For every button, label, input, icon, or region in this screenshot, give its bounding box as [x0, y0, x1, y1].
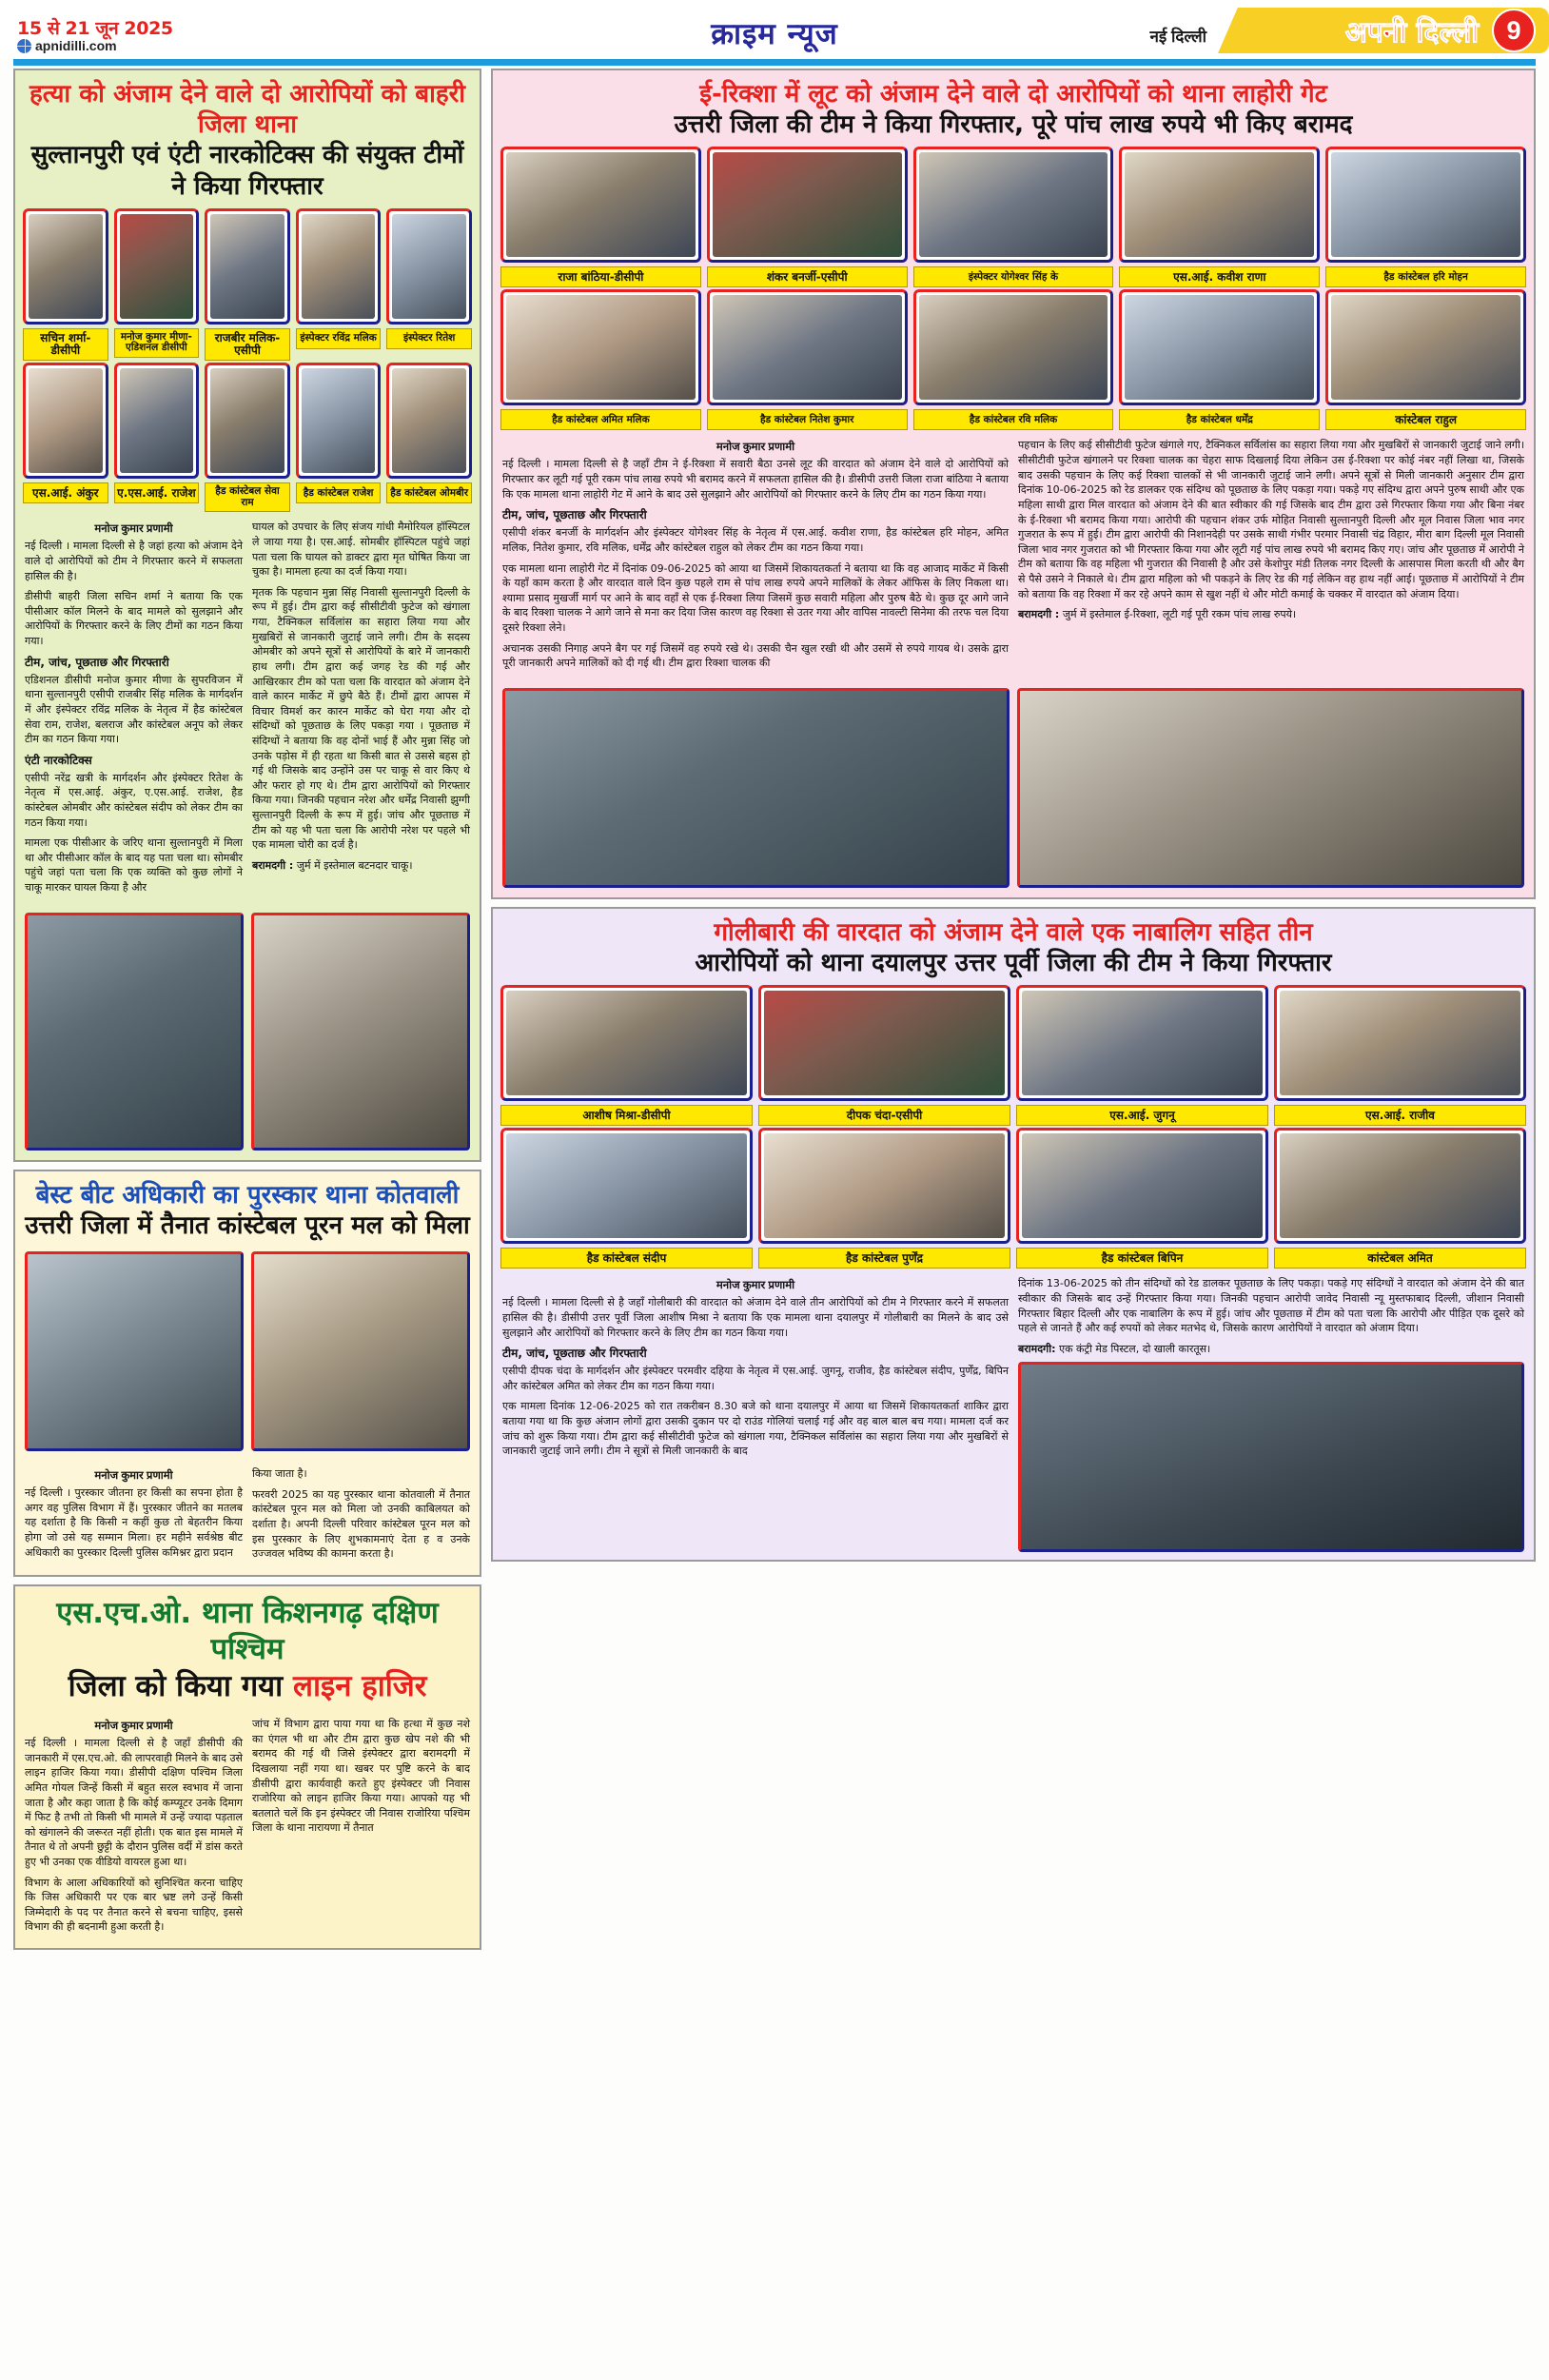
- photo-caption: आशीष मिश्रा-डीसीपी: [500, 1105, 753, 1126]
- photo-caption: हैड कांस्टेबल पुर्णेंद्र: [758, 1248, 1010, 1269]
- award-photo: [25, 1251, 244, 1451]
- story-firing-headline: गोलीबारी की वारदात को अंजाम देने वाले एक नाबालिग सहित तीन आरोपियों को थाना दयालपुर उत्तर पूर्वी जिला की टीम ने किया गिरफ्तार: [695, 917, 1332, 978]
- officer-photo-item: [913, 147, 1114, 287]
- officer-photo-item: [296, 208, 382, 361]
- byline: मनोज कुमार प्रणामी: [716, 1280, 795, 1292]
- officer-photo: [506, 991, 747, 1095]
- photo-caption: हैड कांस्टेबल ओमबीर: [386, 482, 472, 503]
- body-column-1: [25, 520, 243, 900]
- body-column-1: [25, 1466, 243, 1567]
- officer-photo-item: [23, 363, 108, 512]
- officer-photo-item: [1325, 147, 1526, 287]
- article-text: नई दिल्ली । मामला दिल्ली से है जहाँ गोलीबारी की वारदात को अंजाम देने वाले तीन आरोपियों को टीम ने गिरफ्तार करने में सफलता हासिल की है। डीसीपी उत्तर पूर्वी जिला आशीष मिश्रा ने बताया कि एक मामला थाना दयालपुर में गोलीबारी का मिलने के बाद उसे सुलझाने और आरोपियों को गिरफ्तार करने के लिए टीम का गठन किया गया। टीम, जांच, पूछताछ और गिरफ्तारी एसीपी दीपक चंदा के मार्गदर्शन और इंस्पेक्टर परमवीर दहिया के नेतृत्व में एस.आई. जुगनू, राजीव, हैड कांस्टेबल संदीप, पुर्णेंद्र, बिपिन और कांस्टेबल अमित को लेकर टीम का गठन किया गया। एक मामला दिनांक 12-06-2025 को रात तकरीबन 8.30 बजे को थाना दयालपुर में आया था जिसमें शिकायतकर्ता शाकिर द्वारा बताया गया था कि कुछ अंजान लोगों द्वारा उसकी दुकान पर दो राउंड गोलियां चलाई गई और वह बाल बाल बच गया। मामला दर्ज कर जांच को शुरू किया गया। टीम द्वारा कई सीसीटीवी फुटेज को खंगाला गया, टैक्निकल सर्विलांस का सहारा लिया गया और मुखबिरों से जानकारी जुटाई जाने लगी। टीम ने सूत्रों से मिली जानकारी के बाद: [502, 1296, 1009, 1458]
- article-text: नई दिल्ली । पुरस्कार जीतना हर किसी का सपना होता है अगर वह पुलिस विभाग में हैं। पुरस्कार जीतने का मतलब यह दर्शाता है कि किसी न कहीं कुछ तो बेहतरीन किया होगा जो उसे यह सम्मान मिला। हर महीने सर्वश्रेष्ठ बीट अधिकारी का पुरस्कार दिल्ली पुलिस कमिश्नर द्वारा प्रदान: [25, 1486, 243, 1559]
- officer-photo: [506, 152, 696, 257]
- officer-photo-item: [913, 289, 1114, 430]
- officer-photo-item: [758, 985, 1010, 1126]
- story-firing: [491, 907, 1536, 1563]
- article-text: नई दिल्ली । मामला दिल्ली से है जहां हत्या को अंजाम देने वाले दो आरोपियों को टीम ने गिरफ्तार करने में सफलता हासिल की है। डीसीपी बाहरी जिला सचिन शर्मा ने बताया कि एक पीसीआर कॉल मिलने के बाद मामले को सुलझाने और आरोपियों के गिरफ्तार करने के लिए टीमों का गठन किया गया। टीम, जांच, पूछताछ और गिरफ्तारी एडिशनल डीसीपी मनोज कुमार मीणा के सुपरविजन में थाना सुल्तानपुरी एसीपी राजबीर सिंह मलिक के मार्गदर्शन में और इंस्पेक्टर रविंद्र मलिक के नेतृत्व में हैड कांस्टेबल सेवा राम, राजेश, बलराज और कांस्टेबल अनूप को लेकर टीम का गठन किया गया। एंटी नारकोटिक्स एसीपी नरेंद्र खत्री के मार्गदर्शन और इंस्पेक्टर रितेश के नेतृत्व में एस.आई. अंकुर, ए.एस.आई. राजेश, हैड कांस्टेबल ओमबीर और कांस्टेबल संदीप को लेकर टीम का गठन किया गया। मामला एक पीसीआर के जरिए थाना सुल्तानपुरी में मिला था और पीसीआर कॉल के बाद यह पता चला था। सोमबीर पहुंचे जहां पता चला कि एक व्यक्ति को कुछ लोगों ने चाकू मारकर घायल किया है और: [25, 540, 243, 895]
- photo-caption: हैड कांस्टेबल राजेश: [296, 482, 382, 503]
- brand-name: अपनी दिल्ली: [1344, 16, 1479, 49]
- byline: मनोज कुमार प्रणामी: [716, 442, 795, 454]
- story-erickshaw: [491, 69, 1536, 899]
- officer-photo-item: [296, 363, 382, 512]
- officer-photo: [764, 991, 1005, 1095]
- officer-photo: [29, 214, 103, 319]
- photo-caption: हैड कांस्टेबल अमित मलिक: [500, 409, 701, 430]
- story-erickshaw-wide-photos: [493, 684, 1534, 897]
- officer-photo: [392, 368, 466, 473]
- recovery-text: एक कंट्री मेड पिस्टल, दो खाली कारतूस।: [1059, 1342, 1211, 1355]
- body-column-2: [252, 1717, 470, 1940]
- officer-photo: [120, 214, 194, 319]
- story-best-beat-headline: बेस्ट बीट अधिकारी का पुरस्कार थाना कोतवाली उत्तरी जिला में तैनात कांस्टेबल पूरन मल को मिला: [25, 1180, 470, 1240]
- officer-photo: [210, 214, 284, 319]
- story-murder-headline: हत्या को अंजाम देने वाले दो आरोपियों को बाहरी जिला थाना सुल्तानपुरी एवं एंटी नारकोटिक्स की संयुक्त टीमों ने किया गिरफ्तार: [29, 80, 466, 201]
- story-murder-photo-row-2: [15, 363, 480, 514]
- section-title: क्राइम न्यूज: [711, 17, 838, 51]
- photo-caption: हैड कांस्टेबल हरि मोहन: [1325, 266, 1526, 287]
- recovery-label: बरामदगी:: [1018, 1342, 1056, 1355]
- body-column-1: [25, 1717, 243, 1940]
- officer-photo-item: [1119, 289, 1320, 430]
- body-column-2: [1018, 1276, 1524, 1552]
- article-text: जांच में विभाग द्वारा पाया गया था कि हत्था में कुछ नशे का एंगल भी था और टीम द्वारा कुछ खेप नशे की भी बरामद की गई थी जिसे इंस्पेक्टर द्वारा बरामदगी में दिखलाया नहीं गया था। खबर पर पुष्टि करने के बाद डीसीपी द्वारा कार्यवाही करते हुए इंस्पेक्टर जी निवास राजोरिया को लाइन हाजिर किया गया। आपको यह भी बतलाते चलें कि इन इंस्पेक्टर जी निवास राजोरिया पश्चिम जिला के थाना नारायणा में तैनात: [252, 1718, 470, 1835]
- photo-caption: हैड कांस्टेबल बिपिन: [1016, 1248, 1268, 1269]
- accused-photo: [502, 688, 1010, 888]
- byline: मनोज कुमार प्रणामी: [94, 1470, 173, 1483]
- article-text: पहचान के लिए कई सीसीटीवी फुटेज खंगाले गए, टैक्निकल सर्विलांस का सहारा लिया गया और मुखबिरों से जानकारी जुटाई जाने लगी। सीसीटीवी फुटेज खंगालने पर रिक्शा चालक का चेहरा साफ दिखलाई दिया लेकिन उस ई-रिक्शा पर कोई नंबर नहीं लिखा था, जिसके बाद उसकी पहचान के लिए कई रिक्शा चालकों से भी जानकारी जुटाई जाने लगी। अपने सूत्रों से मिली जानकारी अनुसार टीम द्वारा दिनांक 10-06-2025 को रेड डालकर एक संदिग्ध को पूछताछ के लिए पकड़ा गया। पकड़े गए संदिग्ध द्वारा अपने पुरुष साथी और एक महिला साथी द्वारा मिल वारदात को अंजाम देने की बात स्वीकार की गई जिसके बाद टीम द्वारा उसे गिरफ्तार किया गया और बिना नंबर के ई-रिक्शा भी बरामद किया गया। आरोपी की पहचान शंकर उर्फ मोहित निवासी सुल्तानपुरी दिल्ली और मूल निवास जिला भाव नगर गुजरात के रूप में हुई। टीम द्वारा आरोपी की निशानदेही पर उसके साथी गंभीर परमार निवासी चंद्र विहार, मीरा बाग दिल्ली मूल निवासी जिला भाव नगर गुजरात को भी गिरफ्तार किया गया और लूटी गई पांच लाख रुपये भी बरामद किए गए। जांच और पूछताछ में आरोपी ने टीम को बताया कि वह महिला भी गुजरात की निवासी है और उसे केशोपुर मंडी तिलक नगर दिल्ली के आसपास मिला करती थी और बैग से पैसे उसने ने निकाले थे। टीम द्वारा महिला को भी पकड़ने के लिए रेड की गई लेकिन वह हाथ नहीं आई। पूछताछ में आरोपियों ने टीम को बताया कि वह रिक्शा में कर रहे अपने काम से खुश नहीं थे और मोटी कमाई के चक्कर में वारदात को अंजाम दिया। बरामदगी : जुर्म में इस्तेमाल ई-रिक्शा, लूटी गई पूरी रकम पांच लाख रुपये।: [1018, 439, 1524, 621]
- body-column-1: [502, 438, 1009, 676]
- subheading: टीम, जांच, पूछताछ और गिरफ्तारी: [502, 508, 647, 522]
- article-text: किया जाता है। फरवरी 2025 का यह पुरस्कार थाना कोतवाली में तैनात कांस्टेबल पूरन मल को मिला जो उनकी काबिलयत को दर्शाता है। अपनी दिल्ली परिवार कांस्टेबल पूरन मल को इस पुरस्कार के लिए शुभकामनाएं देता ह व उनके उज्जवल भविष्य की कामना करता है।: [252, 1467, 470, 1561]
- officer-photo: [29, 368, 103, 473]
- photo-caption: एस.आई. अंकुर: [23, 482, 108, 503]
- article-text: नई दिल्ली । मामला दिल्ली से है जहाँ डीसीपी की जानकारी में एस.एच.ओ. की लापरवाही मिलने के बाद उसे लाइन हाजिर किया गया। डीसीपी दक्षिण पश्चिम जिला अमित गोयल जिन्हें किसी में बहुत सरल स्वभाव में जाना जाता है और कहा जाता है कि कोई कम्प्यूटर उनके दिमाग में फिट है तभी तो किसी भी मामले में उन्हें ज्यादा पड़ताल को खंगालने की जरूरत नहीं होती। एक बात इस मामले में तैनात थे तो अपनी छुट्टी के दौरान पुलिस वर्दी में डांस करते हुए भी उनका एक वीडियो वायरल हुआ था। विभाग के आला अधिकारियों को सुनिश्चित करना चाहिए कि जिस अधिकारी पर एक बार भ्रष्ट लगे उन्हें किसी जिम्मेदारी के पद पर तैनात करने से बचना चाहिए, इससे विभाग की ही बदनामी हुआ करती है।: [25, 1737, 243, 1934]
- story-erickshaw-photo-row-1: [493, 147, 1534, 289]
- page-number-badge: 9: [1492, 9, 1536, 52]
- officer-photo-item: [386, 208, 472, 361]
- photo-caption: दीपक चंदा-एसीपी: [758, 1105, 1010, 1126]
- officer-photo: [1280, 991, 1520, 1095]
- officer-photo-item: [500, 1128, 753, 1269]
- photo-caption: कांस्टेबल अमित: [1274, 1248, 1526, 1269]
- seizure-photo: [1018, 1362, 1524, 1552]
- officer-photo: [120, 368, 194, 473]
- story-erickshaw-photo-row-2: [493, 289, 1534, 432]
- article-text: घायल को उपचार के लिए संजय गांधी मैमोरियल हॉस्पिटल ले जाया गया है। एस.आई. सोमबीर हॉस्पिटल पहुंचे जहां पता चला कि घायल को डाक्टर द्वारा मृत घोषित किया जा चुका है। मामला हत्या का दर्ज किया गया। मृतक कि पहचान मुन्ना सिंह निवासी सुल्तानपुरी दिल्ली के रूप में हुई। टीम द्वारा कई सीसीटीवी फुटेज को खंगाला गया, टैक्निकल सर्विलांस का सहारा लिया गया और मुखबिरों से जानकारी जुटाई जाने लगी। टीम के सदस्य ओमबीर को अपने सूत्रों से आरोपियों के बारे में जानकारी हाथ लगी। टीम द्वारा कई जगह रेड की गई और आखिरकार टीम को पता चला कि वारदात को अंजाम देने वाले कारन मार्केट में छुपे बैठे हैं। टीमों द्वारा आपस में विचार विमर्श कर कारन मार्केट को घेरा गया और दो संदिग्धों को पूछताछ के लिए पकड़ा गया । पूछताछ में संदिग्धों ने बताया कि वह दोनों भाई हैं और मुन्ना सिंह जो उनके पड़ोस में ही रहता था किसी बात से उससे बहस हो गई थी जिसके बाद उन्होंने उस पर चाकू से वार किए थे और फरार हो गए थे। टीम द्वारा आरोपियों को गिरफ्तार किया गया। जिनकी पहचान नरेश और धर्मेंद्र निवासी झुग्गी सुल्तानपुरी दिल्ली के रूप में हुई। जांच और पूछताछ में टीम को यह भी पता चला कि आरोपी नरेश पर पहले भी एक मामला चोरी का दर्ज है। बरामदगी : जुर्म में इस्तेमाल बटनदार चाकू।: [252, 521, 470, 872]
- officer-photo: [302, 368, 376, 473]
- recovery-label: बरामदगी :: [252, 858, 294, 872]
- photo-caption: राजबीर मलिक-एसीपी: [205, 328, 290, 361]
- officer-photo: [919, 295, 1108, 400]
- recovery-text: जुर्म में इस्तेमाल बटनदार चाकू।: [296, 858, 413, 872]
- officer-photo: [1280, 1133, 1520, 1238]
- officer-photo-item: [707, 147, 908, 287]
- officer-photo: [919, 152, 1108, 257]
- officer-photo-item: [500, 147, 701, 287]
- officer-photo: [210, 368, 284, 473]
- photo-caption: हैड कांस्टेबल रवि मलिक: [913, 409, 1114, 430]
- officer-photo: [392, 214, 466, 319]
- subheading: टीम, जांच, पूछताछ और गिरफ्तारी: [502, 1347, 647, 1361]
- story-firing-body: [493, 1270, 1534, 1560]
- story-sho: [13, 1584, 481, 1950]
- subheading: एंटी नारकोटिक्स: [25, 753, 92, 767]
- officer-photo-item: [114, 363, 200, 512]
- byline: मनोज कुमार प्रणामी: [94, 523, 173, 536]
- photo-caption: हैड कांस्टेबल संदीप: [500, 1248, 753, 1269]
- story-erickshaw-body: [493, 432, 1534, 683]
- edition-city: नई दिल्ली: [1149, 28, 1206, 46]
- officer-photo: [713, 152, 902, 257]
- photo-caption: हैड कांस्टेबल नितेश कुमार: [707, 409, 908, 430]
- officer-photo-item: [500, 985, 753, 1126]
- photo-caption: सचिन शर्मा-डीसीपी: [23, 328, 108, 361]
- officer-photo-item: [500, 289, 701, 430]
- photo-caption: इंस्पेक्टर रविंद्र मलिक: [296, 328, 382, 349]
- header-rule: [13, 59, 1536, 66]
- officer-photo: [1331, 152, 1520, 257]
- story-best-beat-body: [15, 1461, 480, 1575]
- body-column-1: [502, 1276, 1009, 1552]
- photo-caption: एस.आई. जुगनू: [1016, 1105, 1268, 1126]
- officer-photo-item: [707, 289, 908, 430]
- recovery-text: जुर्म में इस्तेमाल ई-रिक्शा, लूटी गई पूरी रकम पांच लाख रुपये।: [1062, 608, 1297, 621]
- photo-caption: राजा बांठिया-डीसीपी: [500, 266, 701, 287]
- photo-caption: ए.एस.आई. राजेश: [114, 482, 200, 503]
- officer-photo-item: [1016, 1128, 1268, 1269]
- photo-caption: इंस्पेक्टर योगेश्वर सिंह के: [913, 266, 1114, 287]
- story-best-beat-photos: [15, 1248, 480, 1461]
- officer-photo: [506, 1133, 747, 1238]
- story-sho-headline: एस.एच.ओ. थाना किशनगढ़ दक्षिण पश्चिम जिला को किया गया लाइन हाजिर: [56, 1595, 439, 1703]
- officer-photo-item: [1016, 985, 1268, 1126]
- photo-caption: इंस्पेक्टर रितेश: [386, 328, 472, 349]
- scene-photo: [25, 913, 244, 1151]
- photo-caption: हैड कांस्टेबल धर्मेंद्र: [1119, 409, 1320, 430]
- officer-photo-item: [1119, 147, 1320, 287]
- story-murder: [13, 69, 481, 1162]
- officer-photo-item: [114, 208, 200, 361]
- officer-photo: [302, 214, 376, 319]
- officer-photo-item: [1274, 1128, 1526, 1269]
- officer-photo-item: [758, 1128, 1010, 1269]
- issue-date: 15 से 21 जून 2025: [17, 18, 173, 39]
- officer-photo: [1022, 1133, 1263, 1238]
- story-murder-wide-photos: [15, 909, 480, 1160]
- photo-caption: शंकर बनर्जी-एसीपी: [707, 266, 908, 287]
- officer-photo: [713, 295, 902, 400]
- story-sho-body: [15, 1711, 480, 1948]
- story-murder-body: [15, 514, 480, 908]
- story-erickshaw-headline: ई-रिक्शा में लूट को अंजाम देने वाले दो आरोपियों को थाना लाहोरी गेट उत्तरी जिला की टीम ने किया गिरफ्तार, पूरे पांच लाख रुपये भी किए बरामद: [674, 80, 1353, 140]
- story-firing-photo-row-2: [493, 1128, 1534, 1270]
- photo-caption: एस.आई. राजीव: [1274, 1105, 1526, 1126]
- officer-photo: [764, 1133, 1005, 1238]
- left-column: [13, 69, 481, 1957]
- story-murder-photo-row-1: [15, 208, 480, 363]
- story-best-beat: [13, 1170, 481, 1577]
- officer-photo: [1125, 295, 1314, 400]
- website-url: apnidilli.com: [35, 38, 117, 53]
- article-text: दिनांक 13-06-2025 को तीन संदिग्धों को रेड डालकर पूछताछ के लिए पकड़ा। पकड़े गए संदिग्धों ने वारदात को अंजाम देने की बात स्वीकार की जिसके बाद उन्हें गिरफ्तार किया गया। जिनकी पहचान आरोपी जावेद निवासी न्यू मुस्तफाबाद दिल्ली, जीशान निवासी गिरफ्तार बिहार दिल्ली और एक नाबालिग के रूप में हुई। जांच और पूछताछ में टीम को पता चला कि आरोपी और पीड़ित एक दूसरे को पहले से जानते हैं और कई रुपयों को लेकर मतभेद थे, जिसके कारण आरोपियों ने वारदात को अंजाम दिया। बरामदगी: एक कंट्री मेड पिस्टल, दो खाली कारतूस।: [1018, 1277, 1524, 1355]
- officer-photo-item: [23, 208, 108, 361]
- story-firing-photo-row-1: [493, 985, 1534, 1128]
- officer-photo-item: [205, 208, 290, 361]
- body-column-2: [252, 520, 470, 900]
- officer-photo-item: [1274, 985, 1526, 1126]
- officer-photo-item: [1325, 289, 1526, 430]
- right-column: [491, 69, 1536, 1569]
- byline: मनोज कुमार प्रणामी: [94, 1721, 173, 1733]
- article-text: नई दिल्ली । मामला दिल्ली से है जहाँ टीम ने ई-रिक्शा में सवारी बैठा उनसे लूट की वारदात को अंजाम देने वाले दो आरोपियों को गिरफ्तार कर लूटी गई पूरी रकम पांच लाख रुपये भी बरामद करने में सफलता हासिल की है। डीसीपी उत्तरी जिला राजा बांठिया ने बताया कि एक मामला थाना लाहोरी गेट में आने के बाद उसे सुलझाने और आरोपियों को गिरफ्तार करने के लिए टीम का गठन किया गया। टीम, जांच, पूछताछ और गिरफ्तारी एसीपी शंकर बनर्जी के मार्गदर्शन और इंस्पेक्टर योगेश्वर सिंह के नेतृत्व में एस.आई. कवीश राणा, हैड कांस्टेबल हरि मोहन, अमित मलिक, नितेश कुमार, रवि मलिक, धर्मेंद्र और कांस्टेबल राहुल को लेकर टीम का गठन किया गया। एक मामला थाना लाहोरी गेट में दिनांक 09-06-2025 को आया था जिसमें शिकायतकर्ता ने बताया था कि वह आजाद मार्केट में किसी के यहाँ काम करता है और वारदात वाले दिन कुछ पहले राम से पांच लाख रुपये अपने मालिकों के लेकर ऑफिस के लिए निकला था। श्यामा प्रसाद मुखर्जी मार्ग पर आने के बाद वहाँ से एक ई-रिक्शा लिया जिसमें कुछ सवारी महिला और पुरुष बैठे थे। कुछ दूर आगे जाने के बाद रिक्शा चालक ने आगे जाने से मना कर दिया जिस कारण वह रिक्शा से उतर गया और वापिस नावल्टी सिनेमा की तरफ चल दिया दूसरे रिक्शा लेने। अचानक उसकी निगाह अपने बैग पर गई जिसमें वह रुपये रखे थे। उसकी चैन खुल रखी थी और उसमें से रुपये गायब थे। उसके द्वारा पूरी जानकारी अपने मालिकों को दी गई थी। टीम द्वारा रिक्शा चालक की: [502, 458, 1009, 670]
- officer-photo: [1125, 152, 1314, 257]
- photo-caption: एस.आई. कवीश राणा: [1119, 266, 1320, 287]
- officer-photo-item: [205, 363, 290, 512]
- certificate-photo: [251, 1251, 470, 1451]
- photo-caption: हैड कांस्टेबल सेवा राम: [205, 482, 290, 512]
- subheading: टीम, जांच, पूछताछ और गिरफ्तारी: [25, 655, 169, 669]
- officer-photo: [1331, 295, 1520, 400]
- body-column-2: [1018, 438, 1524, 676]
- officer-photo: [1022, 991, 1263, 1095]
- recovery-photo: [1017, 688, 1524, 888]
- photo-caption: कांस्टेबल राहुल: [1325, 409, 1526, 430]
- body-column-2: [252, 1466, 470, 1567]
- page-body: [0, 69, 1549, 2380]
- recovery-label: बरामदगी :: [1018, 608, 1060, 621]
- photo-caption: मनोज कुमार मीणा-एडिशनल डीसीपी: [114, 328, 200, 358]
- masthead: [0, 0, 1549, 59]
- officer-photo: [506, 295, 696, 400]
- officer-photo-item: [386, 363, 472, 512]
- scene-photo: [251, 913, 470, 1151]
